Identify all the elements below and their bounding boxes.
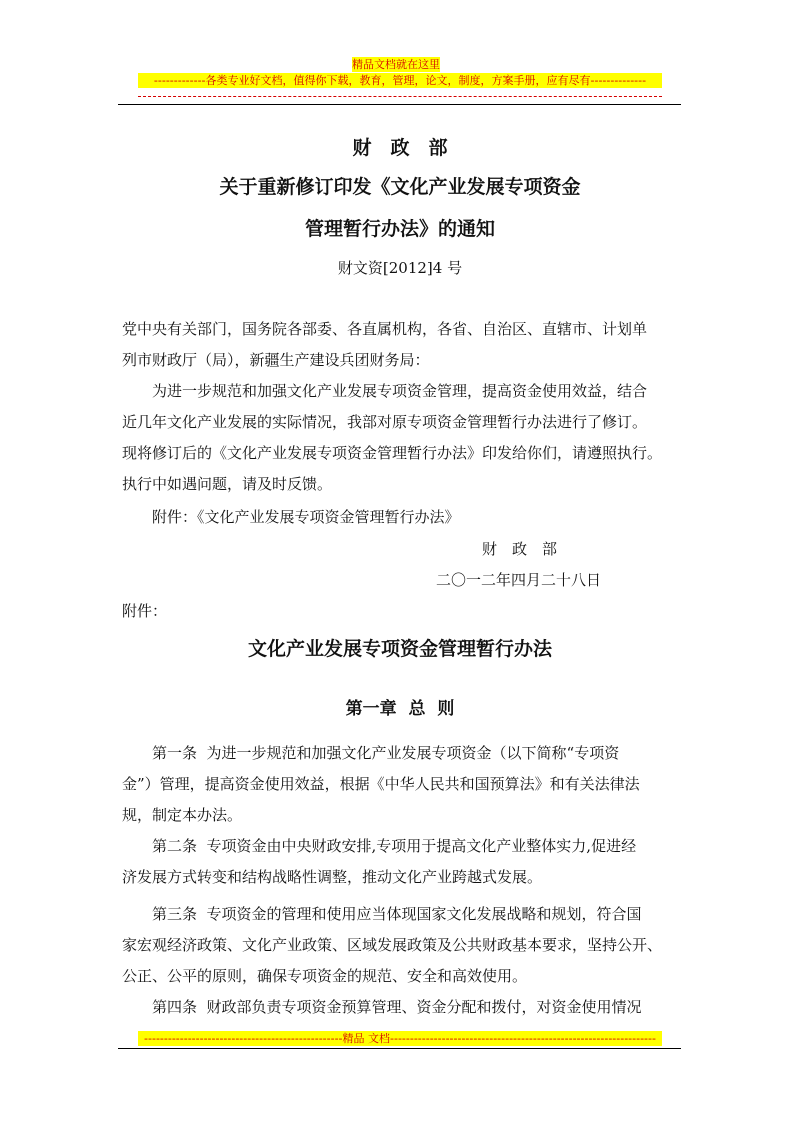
header-banner: -------------各类专业好文档，值得你下载，教育，管理，论文，制度，方案手册，应有尽有-------------- — [138, 73, 662, 88]
body-line: 现将修订后的《文化产业发展专项资金管理暂行办法》印发给你们，请遵照执行。 — [122, 444, 663, 462]
article-1-line: 金”）管理，提高资金使用效益，根据《中华人民共和国预算法》和有关法律法 — [122, 775, 640, 793]
doc-number: 财文资[2012]4 号 — [337, 259, 463, 277]
attachment-label: 附件： — [122, 602, 168, 620]
article-3-line: 家宏观经济政策、文化产业政策、区域发展政策及公共财政基本要求，坚持公开、 — [122, 936, 663, 954]
article-4-line: 第四条 财政部负责专项资金预算管理、资金分配和拨付，对资金使用情况 — [152, 998, 642, 1016]
article-3-line: 第三条 专项资金的管理和使用应当体现国家文化发展战略和规划，符合国 — [152, 905, 642, 923]
regulation-title: 文化产业发展专项资金管理暂行办法 — [247, 638, 552, 660]
notice-title-line2: 管理暂行办法》的通知 — [304, 218, 495, 240]
body-line: 近几年文化产业发展的实际情况，我部对原专项资金管理暂行办法进行了修订。 — [122, 413, 648, 431]
body-line: 执行中如遇问题，请及时反馈。 — [122, 475, 333, 493]
chapter-heading: 第一章 总 则 — [345, 699, 455, 719]
body-line: 为进一步规范和加强文化产业发展专项资金管理，提高资金使用效益，结合 — [152, 382, 648, 400]
header-top-label: 精品文档就在这里 — [352, 58, 440, 71]
notice-title-line1: 关于重新修订印发《文化产业发展专项资金 — [219, 176, 581, 198]
addressee-line: 党中央有关部门，国务院各部委、各直属机构，各省、自治区、直辖市、计划单 — [122, 320, 648, 338]
article-3-line: 公正、公平的原则，确保专项资金的规范、安全和高效使用。 — [122, 967, 528, 985]
footer-rule — [118, 1048, 681, 1049]
attachment-reference: 附件：《文化产业发展专项资金管理暂行办法》 — [152, 508, 460, 526]
signature-org: 财 政 部 — [482, 540, 558, 558]
header-rule — [118, 104, 681, 105]
footer-banner: --------------------------------------------------精品 文档------------------------------------------------------------------- — [138, 1031, 662, 1046]
article-1-line: 第一条 为进一步规范和加强文化产业发展专项资金（以下简称“专项资 — [152, 744, 620, 762]
issuer-heading: 财 政 部 — [352, 137, 448, 159]
article-2-line: 济发展方式转变和结构战略性调整，推动文化产业跨越式发展。 — [122, 868, 543, 886]
article-2-line: 第二条 专项资金由中央财政安排,专项用于提高文化产业整体实力,促进经 — [152, 837, 637, 855]
signature-date: 二〇一二年四月二十八日 — [436, 571, 602, 589]
article-1-line: 规，制定本办法。 — [122, 806, 243, 824]
header-dashed-rule — [138, 96, 662, 97]
addressee-line: 列市财政厅（局），新疆生产建设兵团财务局： — [122, 351, 430, 369]
